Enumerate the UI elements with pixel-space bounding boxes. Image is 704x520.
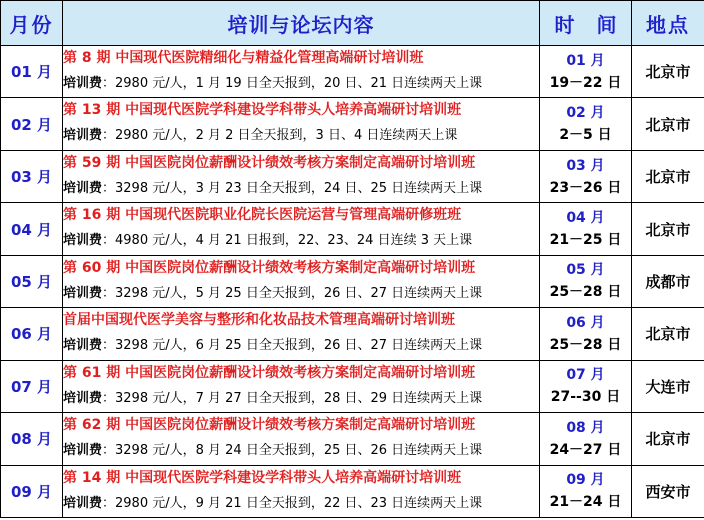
header-time-char-2: 间 — [596, 12, 619, 37]
fee-details: ：3298 元/人，8 月 24 日全天报到，25 日、26 日连续两天上课 — [102, 443, 483, 459]
row-content — [63, 360, 540, 412]
time-days: 25－28 日 — [549, 336, 622, 353]
time-month: 09 月 — [566, 472, 605, 489]
row-place: 北京市 — [632, 203, 704, 255]
row-place: 成都市 — [632, 255, 704, 307]
course-fee — [63, 228, 539, 254]
fee-label: 培训费 — [63, 180, 103, 196]
row-month: 09 月 — [1, 465, 63, 518]
course-title: 第 13 期 中国现代医院学科建设学科带头人培养高端研讨培训班 — [63, 102, 462, 119]
fee-details: ：3298 元/人，5 月 25 日全天报到，26 日、27 日连续两天上课 — [102, 285, 483, 301]
row-time — [540, 465, 632, 518]
table-row — [1, 98, 704, 150]
course-fee — [63, 386, 539, 412]
row-month: 03 月 — [1, 150, 63, 202]
time-month: 03 月 — [566, 157, 605, 174]
time-month: 05 月 — [566, 262, 605, 279]
row-month: 08 月 — [1, 413, 63, 465]
table-row — [1, 308, 704, 360]
time-month: 02 月 — [566, 105, 605, 122]
row-content — [63, 203, 540, 255]
time-days: 27--30 日 — [550, 389, 621, 406]
fee-label: 培训费 — [63, 128, 103, 144]
header-time — [540, 1, 632, 46]
fee-details: ：2980 元/人，9 月 21 日全天报到，22 日、23 日连续两天上课 — [102, 495, 483, 511]
table-body — [1, 46, 704, 518]
time-days: 21－24 日 — [549, 494, 622, 511]
row-place: 北京市 — [632, 413, 704, 465]
row-month: 04 月 — [1, 203, 63, 255]
time-month: 07 月 — [566, 367, 605, 384]
row-place: 西安市 — [632, 465, 704, 518]
row-time — [540, 46, 632, 98]
row-month: 07 月 — [1, 360, 63, 412]
row-time — [540, 255, 632, 307]
row-place: 北京市 — [632, 46, 704, 98]
header-time-char-1: 时 — [554, 12, 577, 37]
time-days: 25－28 日 — [549, 284, 622, 301]
fee-details: ：3298 元/人，3 月 23 日全天报到，24 日、25 日连续两天上课 — [102, 180, 483, 196]
time-days: 21－25 日 — [549, 232, 622, 249]
table-row — [1, 46, 704, 98]
fee-label: 培训费 — [63, 495, 103, 511]
row-time — [540, 150, 632, 202]
time-days: 19－22 日 — [549, 74, 622, 91]
row-place: 北京市 — [632, 308, 704, 360]
fee-details: ：2980 元/人，1 月 19 日全天报到，20 日、21 日连续两天上课 — [102, 76, 483, 91]
table-row — [1, 413, 704, 465]
row-month: 06 月 — [1, 308, 63, 360]
row-time — [540, 413, 632, 465]
row-month: 05 月 — [1, 255, 63, 307]
course-title: 第 59 期 中国医院岗位薪酬设计绩效考核方案制定高端研讨培训班 — [63, 154, 476, 171]
row-content — [63, 308, 540, 360]
course-fee — [63, 176, 539, 202]
row-content — [63, 255, 540, 307]
course-title: 第 60 期 中国医院岗位薪酬设计绩效考核方案制定高端研讨培训班 — [63, 259, 476, 276]
row-month: 01 月 — [1, 46, 63, 98]
course-fee — [63, 71, 539, 97]
row-content — [63, 465, 540, 518]
time-month: 06 月 — [566, 314, 605, 331]
course-fee — [63, 281, 539, 307]
row-content — [63, 46, 540, 98]
table-row — [1, 465, 704, 518]
row-month: 02 月 — [1, 98, 63, 150]
course-title: 第 16 期 中国现代医院职业化院长医院运营与管理高端研修班班 — [63, 207, 462, 224]
fee-label: 培训费 — [63, 233, 103, 249]
time-days: 24－27 日 — [549, 441, 622, 458]
course-fee — [63, 438, 539, 464]
row-time — [540, 308, 632, 360]
course-title: 第 14 期 中国现代医院学科建设学科带头人培养高端研讨培训班 — [63, 469, 462, 486]
row-time — [540, 98, 632, 150]
fee-label: 培训费 — [63, 338, 103, 354]
table-row — [1, 360, 704, 412]
header-place: 地点 — [632, 1, 704, 46]
fee-details: ：3298 元/人，7 月 27 日全天报到，28 日、29 日连续两天上课 — [102, 390, 483, 406]
course-fee — [63, 491, 539, 517]
row-time — [540, 203, 632, 255]
table-row — [1, 203, 704, 255]
row-content — [63, 98, 540, 150]
header-month: 月份 — [1, 1, 63, 46]
fee-details: ：3298 元/人，6 月 25 日全天报到，26 日、27 日连续两天上课 — [102, 338, 483, 354]
row-place: 北京市 — [632, 150, 704, 202]
fee-label: 培训费 — [63, 443, 103, 459]
course-title: 第 62 期 中国医院岗位薪酬设计绩效考核方案制定高端研讨培训班 — [63, 417, 476, 434]
time-days: 2－5 日 — [559, 127, 612, 144]
table-row — [1, 255, 704, 307]
time-month: 01 月 — [566, 52, 605, 69]
table-header-row — [1, 1, 704, 46]
course-fee — [63, 123, 539, 149]
fee-details: ：4980 元/人，4 月 21 日报到，22、23、24 日连续 3 天上课 — [102, 233, 473, 249]
row-place: 北京市 — [632, 98, 704, 150]
fee-label: 培训费 — [63, 390, 103, 406]
row-content — [63, 150, 540, 202]
time-month: 08 月 — [566, 419, 605, 436]
fee-details: ：2980 元/人，2 月 2 日全天报到，3 日、4 日连续两天上课 — [102, 128, 458, 144]
row-time — [540, 360, 632, 412]
course-title: 第 8 期 中国现代医院精细化与精益化管理高端研讨培训班 — [63, 50, 424, 66]
row-content — [63, 413, 540, 465]
table-row — [1, 150, 704, 202]
course-title: 第 61 期 中国医院岗位薪酬设计绩效考核方案制定高端研讨培训班 — [63, 364, 476, 381]
course-fee — [63, 333, 539, 359]
time-month: 04 月 — [566, 210, 605, 227]
course-title: 首届中国现代医学美容与整形和化妆品技术管理高端研讨培训班 — [63, 312, 455, 329]
time-days: 23－26 日 — [549, 179, 622, 196]
fee-label: 培训费 — [63, 76, 103, 91]
fee-label: 培训费 — [63, 285, 103, 301]
header-content: 培训与论坛内容 — [63, 1, 540, 46]
row-place: 大连市 — [632, 360, 704, 412]
